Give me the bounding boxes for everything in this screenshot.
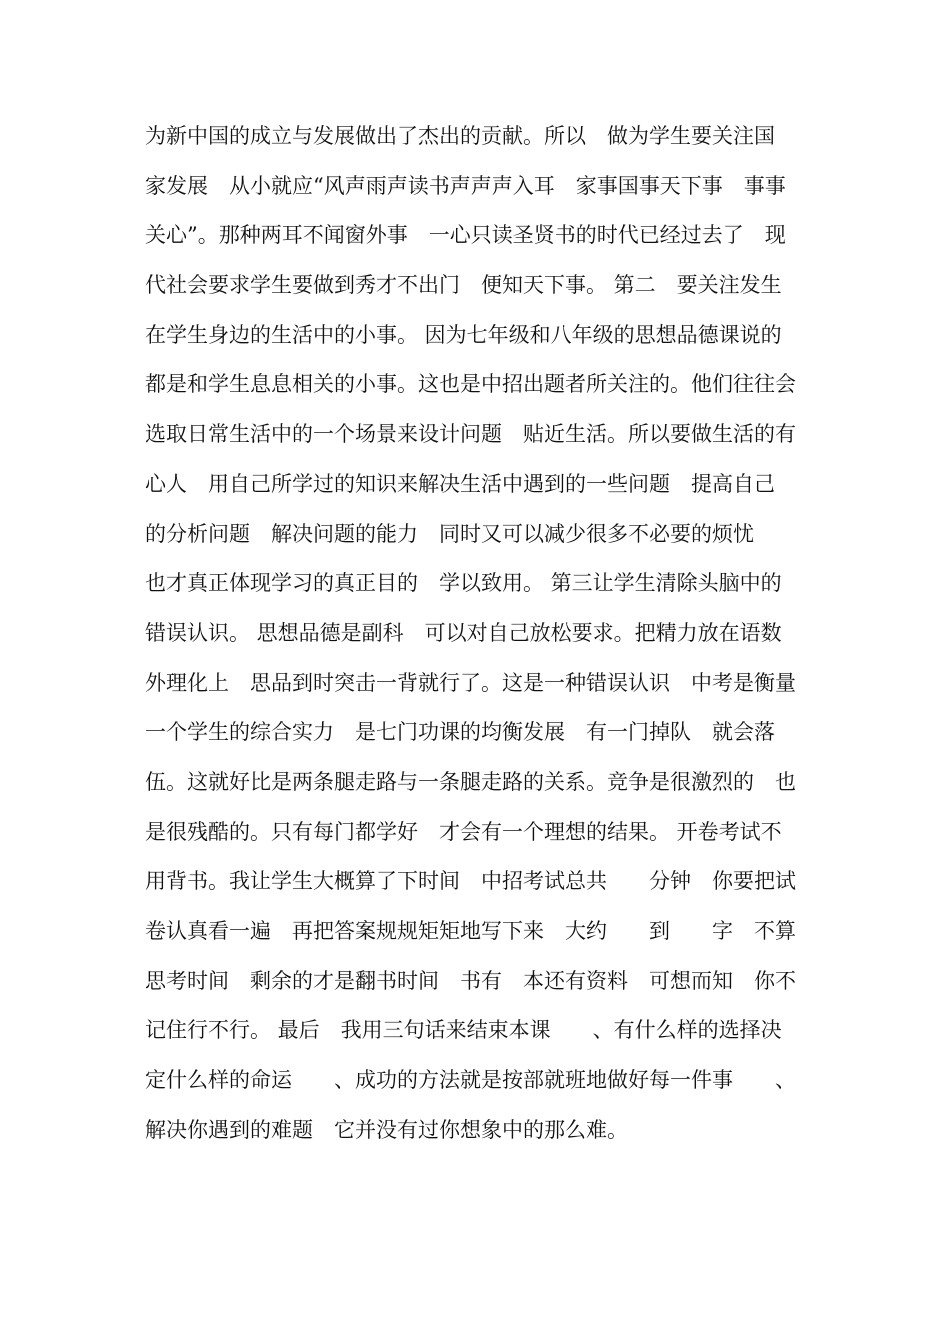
text-line: 家发展 从小就应“风声雨声读书声声声入耳 家事国事天下事 事事: [145, 173, 786, 198]
text-line: 心人 用自己所学过的知识来解决生活中遇到的一些问题 提高自己: [145, 471, 775, 496]
text-line: 代社会要求学生要做到秀才不出门 便知天下事。 第二 要关注发生: [145, 273, 782, 298]
text-line: 都是和学生息息相关的小事。这也是中招出题者所关注的。他们往往会: [145, 372, 796, 397]
text-line: 也才真正体现学习的真正目的 学以致用。 第三让学生清除头脑中的: [145, 571, 782, 596]
trailing-mark: [145, 1188, 165, 1208]
text-line: 用背书。我让学生大概算了下时间 中招考试总共 分钟 你要把试: [145, 869, 796, 894]
text-line: 定什么样的命运 、成功的方法就是按部就班地做好每一件事 、: [145, 1068, 796, 1093]
text-line: 解决你遇到的难题 它并没有过你想象中的那么难。: [145, 1117, 628, 1142]
text-line: 一个学生的综合实力 是七门功课的均衡发展 有一门掉队 就会落: [145, 720, 775, 745]
text-line: 为新中国的成立与发展做出了杰出的贡献。所以 做为学生要关注国: [145, 124, 775, 148]
text-line: 伍。这就好比是两条腿走路与一条腿走路的关系。竞争是很激烈的 也: [145, 769, 796, 794]
text-line: 错误认识。 思想品德是副科 可以对自己放松要求。把精力放在语数: [145, 620, 782, 645]
text-line: 在学生身边的生活中的小事。 因为七年级和八年级的思想品德课说的: [145, 322, 782, 347]
text-line: 记住行不行。 最后 我用三句话来结束本课 、有什么样的选择决: [145, 1018, 782, 1043]
text-line: 是很残酷的。只有每门都学好 才会有一个理想的结果。 开卷考试不: [145, 819, 782, 844]
text-line: 思考时间 剩余的才是翻书时间 书有 本还有资料 可想而知 你不: [145, 968, 796, 993]
text-line: 外理化上 思品到时突击一背就行了。这是一种错误认识 中考是衡量: [145, 670, 796, 695]
body-text: [145, 112, 825, 1155]
text-line: 选取日常生活中的一个场景来设计问题 贴近生活。所以要做生活的有: [145, 422, 796, 447]
text-line: 卷认真看一遍 再把答案规规矩矩地写下来 大约 到 字 不算: [145, 919, 796, 943]
text-line: 的分析问题 解决问题的能力 同时又可以减少很多不必要的烦忧: [145, 521, 754, 546]
text-line: 关心”。那种两耳不闻窗外事 一心只读圣贤书的时代已经过去了 现: [145, 223, 786, 248]
trailing-mark: [145, 1163, 165, 1183]
